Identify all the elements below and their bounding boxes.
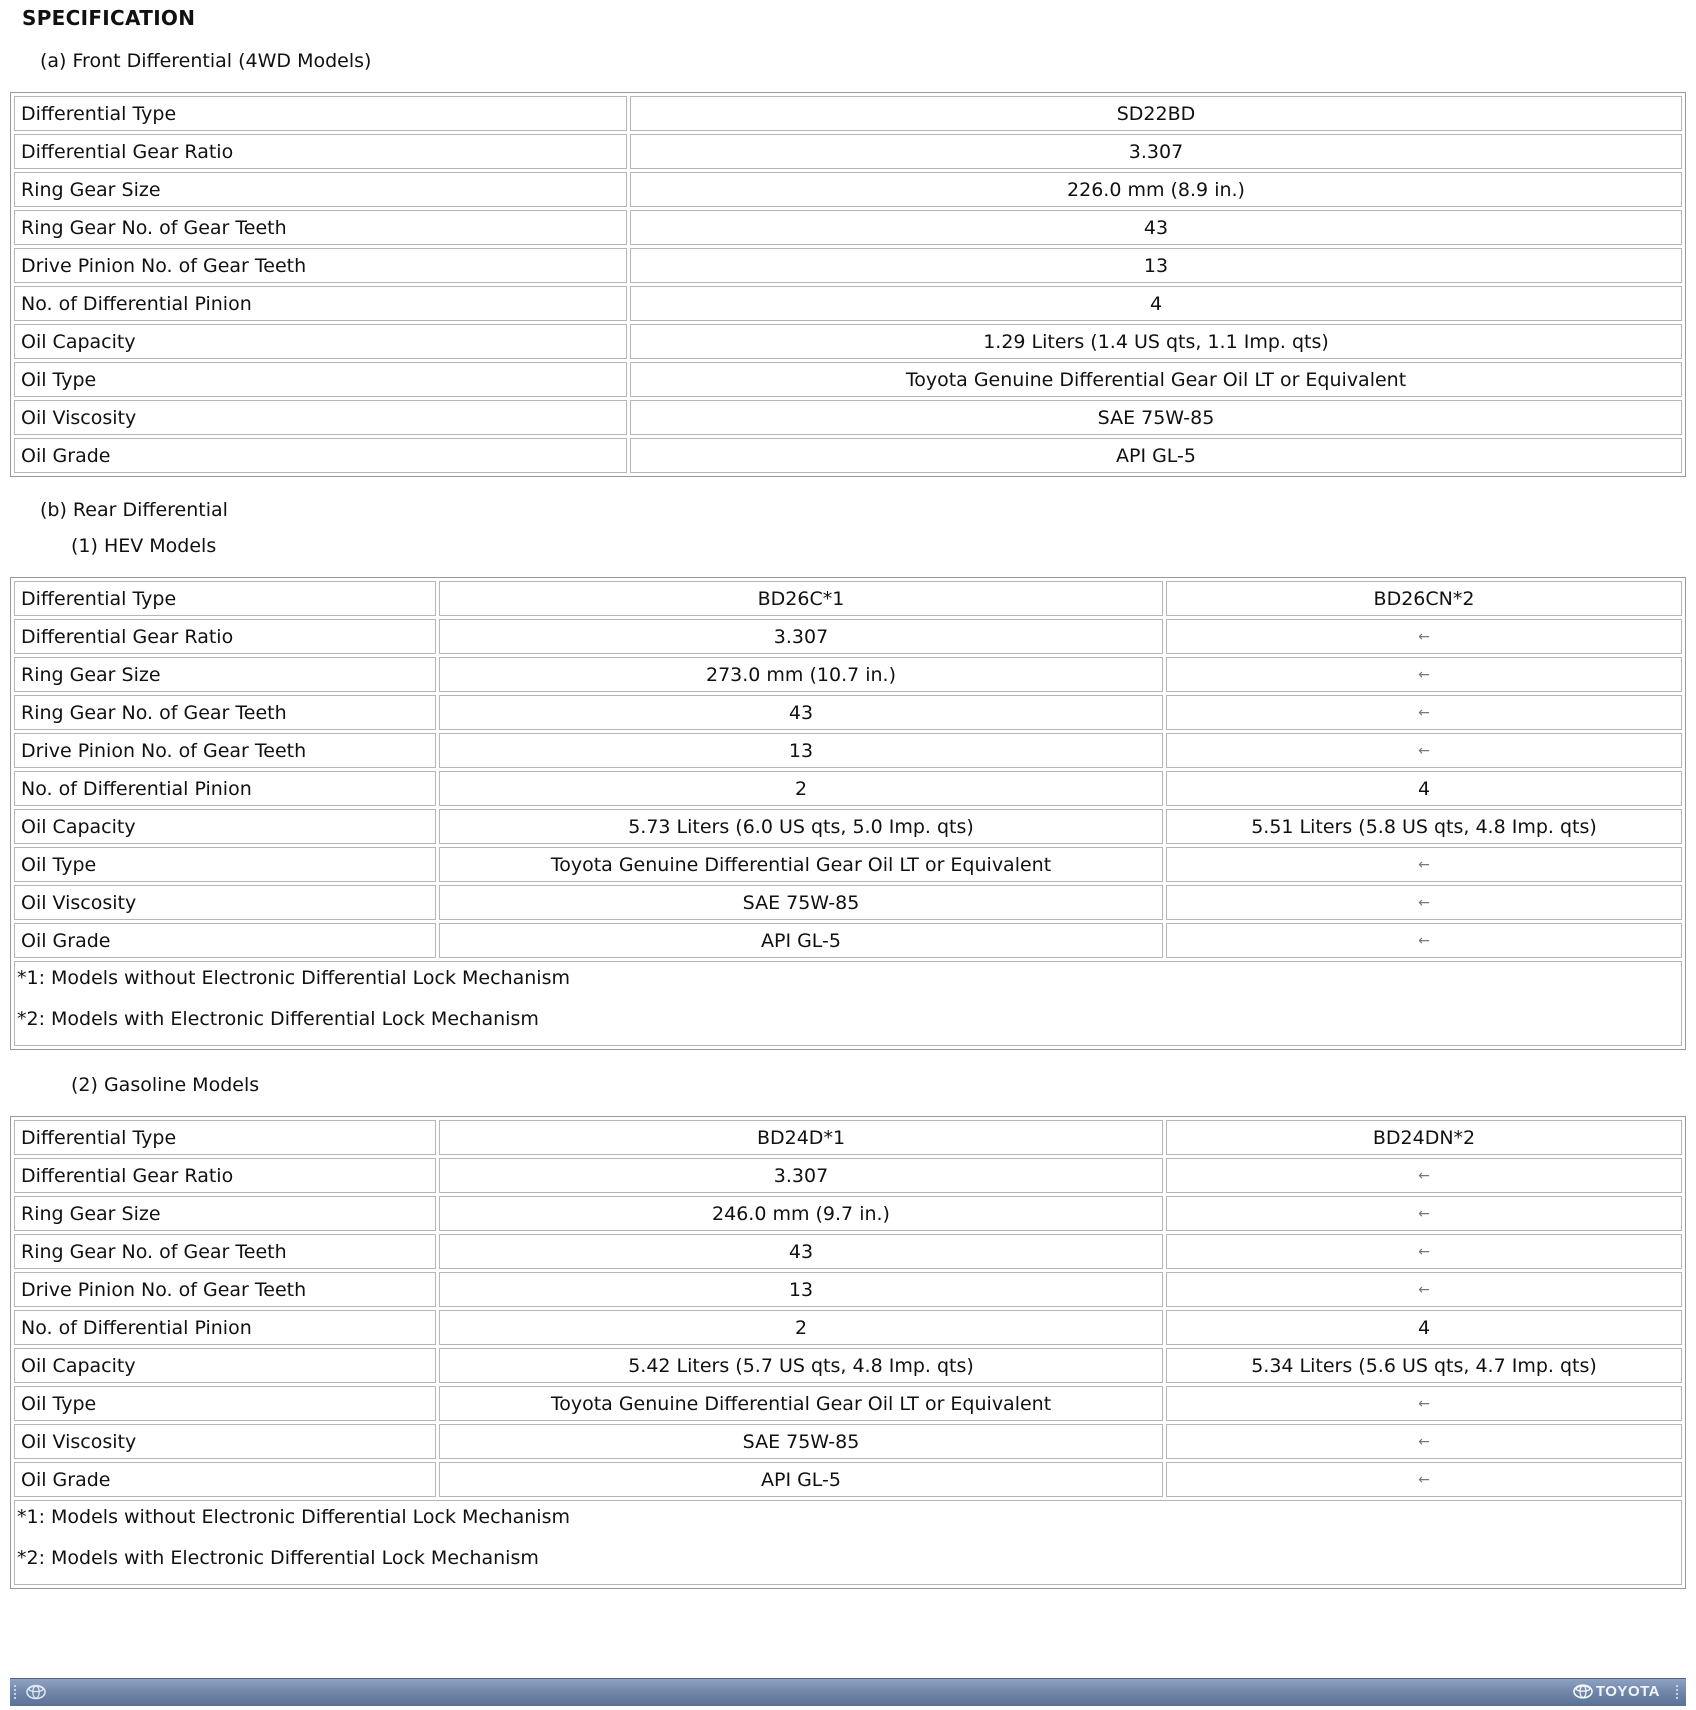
spec-label: Differential Type <box>14 96 627 131</box>
table-row <box>14 286 1682 321</box>
footnote: *1: Models without Electronic Differential Lock Mechanism <box>17 1506 570 1528</box>
spec-value-variant-1: 5.73 Liters (6.0 US qts, 5.0 Imp. qts) <box>439 809 1163 844</box>
spec-value-variant-1: SAE 75W-85 <box>439 1424 1163 1459</box>
spec-value: Toyota Genuine Differential Gear Oil LT or Equivalent <box>630 362 1682 397</box>
footnote-row <box>14 1500 1682 1585</box>
table-row <box>14 248 1682 283</box>
spec-value-variant-2: BD24DN*2 <box>1166 1120 1682 1155</box>
spec-value: SAE 75W-85 <box>630 400 1682 435</box>
spec-value-variant-1: Toyota Genuine Differential Gear Oil LT or Equivalent <box>439 1386 1163 1421</box>
spec-label: Ring Gear No. of Gear Teeth <box>14 695 436 730</box>
spec-value-variant-2: 5.34 Liters (5.6 US qts, 4.7 Imp. qts) <box>1166 1348 1682 1383</box>
table-row <box>14 657 1682 692</box>
toyota-logo-icon <box>1573 1684 1593 1699</box>
spec-value-variant-1: API GL-5 <box>439 1462 1163 1497</box>
spec-label: Oil Grade <box>14 923 436 958</box>
front-differential-table <box>10 92 1686 477</box>
spec-label: Oil Type <box>14 362 627 397</box>
same-as-left-arrow: ← <box>1166 1424 1682 1459</box>
spec-value-variant-2: 4 <box>1166 1310 1682 1345</box>
table-row <box>14 1158 1682 1193</box>
footnote: *1: Models without Electronic Differential Lock Mechanism <box>17 967 570 989</box>
footer-grip-right <box>1676 1685 1680 1699</box>
spec-value-variant-1: 3.307 <box>439 1158 1163 1193</box>
spec-label: Drive Pinion No. of Gear Teeth <box>14 733 436 768</box>
same-as-left-arrow: ← <box>1166 1158 1682 1193</box>
table-row <box>14 1272 1682 1307</box>
spec-value-variant-2: BD26CN*2 <box>1166 581 1682 616</box>
spec-label: No. of Differential Pinion <box>14 771 436 806</box>
spec-value-variant-1: BD26C*1 <box>439 581 1163 616</box>
table-row <box>14 733 1682 768</box>
spec-value-variant-1: BD24D*1 <box>439 1120 1163 1155</box>
spec-label: Ring Gear Size <box>14 1196 436 1231</box>
table-row <box>14 362 1682 397</box>
spec-value-variant-1: 13 <box>439 733 1163 768</box>
footnotes <box>14 961 1682 1046</box>
table-row <box>14 96 1682 131</box>
table-row <box>14 400 1682 435</box>
spec-value: API GL-5 <box>630 438 1682 473</box>
spec-label: No. of Differential Pinion <box>14 286 627 321</box>
table-row <box>14 695 1682 730</box>
spec-value: 43 <box>630 210 1682 245</box>
table-row <box>14 923 1682 958</box>
table-row <box>14 619 1682 654</box>
spec-value: 13 <box>630 248 1682 283</box>
spec-label: Oil Viscosity <box>14 885 436 920</box>
table-row <box>14 847 1682 882</box>
spec-label: Oil Capacity <box>14 1348 436 1383</box>
spec-label: Drive Pinion No. of Gear Teeth <box>14 1272 436 1307</box>
table-row <box>14 885 1682 920</box>
spec-label: Differential Type <box>14 581 436 616</box>
spec-value: 4 <box>630 286 1682 321</box>
spec-label: Oil Type <box>14 847 436 882</box>
same-as-left-arrow: ← <box>1166 1462 1682 1497</box>
footer-brand-text: TOYOTA <box>1595 1683 1660 1700</box>
spec-value-variant-2: 4 <box>1166 771 1682 806</box>
table-row <box>14 1120 1682 1155</box>
table-row <box>14 1424 1682 1459</box>
table-row <box>14 438 1682 473</box>
table-row <box>14 1462 1682 1497</box>
spec-label: Oil Capacity <box>14 809 436 844</box>
spec-value-variant-1: 3.307 <box>439 619 1163 654</box>
toyota-emblem-icon[interactable] <box>26 1684 46 1700</box>
same-as-left-arrow: ← <box>1166 923 1682 958</box>
footnote-row <box>14 961 1682 1046</box>
same-as-left-arrow: ← <box>1166 695 1682 730</box>
spec-value: SD22BD <box>630 96 1682 131</box>
page-title: SPECIFICATION <box>22 6 196 30</box>
spec-page <box>10 0 1686 1589</box>
table-row <box>14 324 1682 359</box>
spec-label: Oil Type <box>14 1386 436 1421</box>
hev-models-title: (1) HEV Models <box>71 535 217 557</box>
same-as-left-arrow: ← <box>1166 733 1682 768</box>
footnotes <box>14 1500 1682 1585</box>
gasoline-rear-differential-table <box>10 1116 1686 1589</box>
hev-rear-differential-table <box>10 577 1686 1050</box>
footnote: *2: Models with Electronic Differential Lock Mechanism <box>17 1547 539 1569</box>
spec-value-variant-1: SAE 75W-85 <box>439 885 1163 920</box>
spec-label: Drive Pinion No. of Gear Teeth <box>14 248 627 283</box>
same-as-left-arrow: ← <box>1166 885 1682 920</box>
spec-value-variant-1: 246.0 mm (9.7 in.) <box>439 1196 1163 1231</box>
spec-label: Ring Gear Size <box>14 657 436 692</box>
same-as-left-arrow: ← <box>1166 619 1682 654</box>
spec-label: Oil Viscosity <box>14 1424 436 1459</box>
table-row <box>14 210 1682 245</box>
spec-value: 226.0 mm (8.9 in.) <box>630 172 1682 207</box>
footnote: *2: Models with Electronic Differential Lock Mechanism <box>17 1008 539 1030</box>
table-row <box>14 172 1682 207</box>
spec-value-variant-2: 5.51 Liters (5.8 US qts, 4.8 Imp. qts) <box>1166 809 1682 844</box>
spec-label: Ring Gear No. of Gear Teeth <box>14 210 627 245</box>
spec-value-variant-1: 43 <box>439 1234 1163 1269</box>
same-as-left-arrow: ← <box>1166 1234 1682 1269</box>
spec-label: Differential Gear Ratio <box>14 1158 436 1193</box>
spec-label: Oil Grade <box>14 1462 436 1497</box>
spec-value-variant-1: 43 <box>439 695 1163 730</box>
spec-value: 1.29 Liters (1.4 US qts, 1.1 Imp. qts) <box>630 324 1682 359</box>
spec-value-variant-1: 5.42 Liters (5.7 US qts, 4.8 Imp. qts) <box>439 1348 1163 1383</box>
spec-value-variant-1: 2 <box>439 1310 1163 1345</box>
table-row <box>14 134 1682 169</box>
footer-brand <box>1573 1683 1660 1700</box>
footer-grip-left <box>14 1685 18 1699</box>
same-as-left-arrow: ← <box>1166 1196 1682 1231</box>
same-as-left-arrow: ← <box>1166 1386 1682 1421</box>
table-row <box>14 1234 1682 1269</box>
section-b-title: (b) Rear Differential <box>40 499 228 521</box>
same-as-left-arrow: ← <box>1166 847 1682 882</box>
footer-bar <box>10 1678 1686 1706</box>
same-as-left-arrow: ← <box>1166 657 1682 692</box>
spec-label: Oil Capacity <box>14 324 627 359</box>
spec-value-variant-1: 13 <box>439 1272 1163 1307</box>
table-row <box>14 1310 1682 1345</box>
table-row <box>14 809 1682 844</box>
spec-value-variant-1: 273.0 mm (10.7 in.) <box>439 657 1163 692</box>
spec-label: Oil Grade <box>14 438 627 473</box>
same-as-left-arrow: ← <box>1166 1272 1682 1307</box>
spec-label: Ring Gear Size <box>14 172 627 207</box>
table-row <box>14 1386 1682 1421</box>
spec-label: Differential Type <box>14 1120 436 1155</box>
spec-value-variant-1: 2 <box>439 771 1163 806</box>
table-row <box>14 771 1682 806</box>
gasoline-models-title: (2) Gasoline Models <box>71 1074 260 1096</box>
section-a-title: (a) Front Differential (4WD Models) <box>40 50 372 72</box>
spec-value-variant-1: API GL-5 <box>439 923 1163 958</box>
table-row <box>14 581 1682 616</box>
table-row <box>14 1196 1682 1231</box>
spec-value-variant-1: Toyota Genuine Differential Gear Oil LT or Equivalent <box>439 847 1163 882</box>
spec-label: Oil Viscosity <box>14 400 627 435</box>
spec-label: Ring Gear No. of Gear Teeth <box>14 1234 436 1269</box>
spec-label: Differential Gear Ratio <box>14 134 627 169</box>
spec-value: 3.307 <box>630 134 1682 169</box>
spec-label: Differential Gear Ratio <box>14 619 436 654</box>
spec-label: No. of Differential Pinion <box>14 1310 436 1345</box>
table-row <box>14 1348 1682 1383</box>
